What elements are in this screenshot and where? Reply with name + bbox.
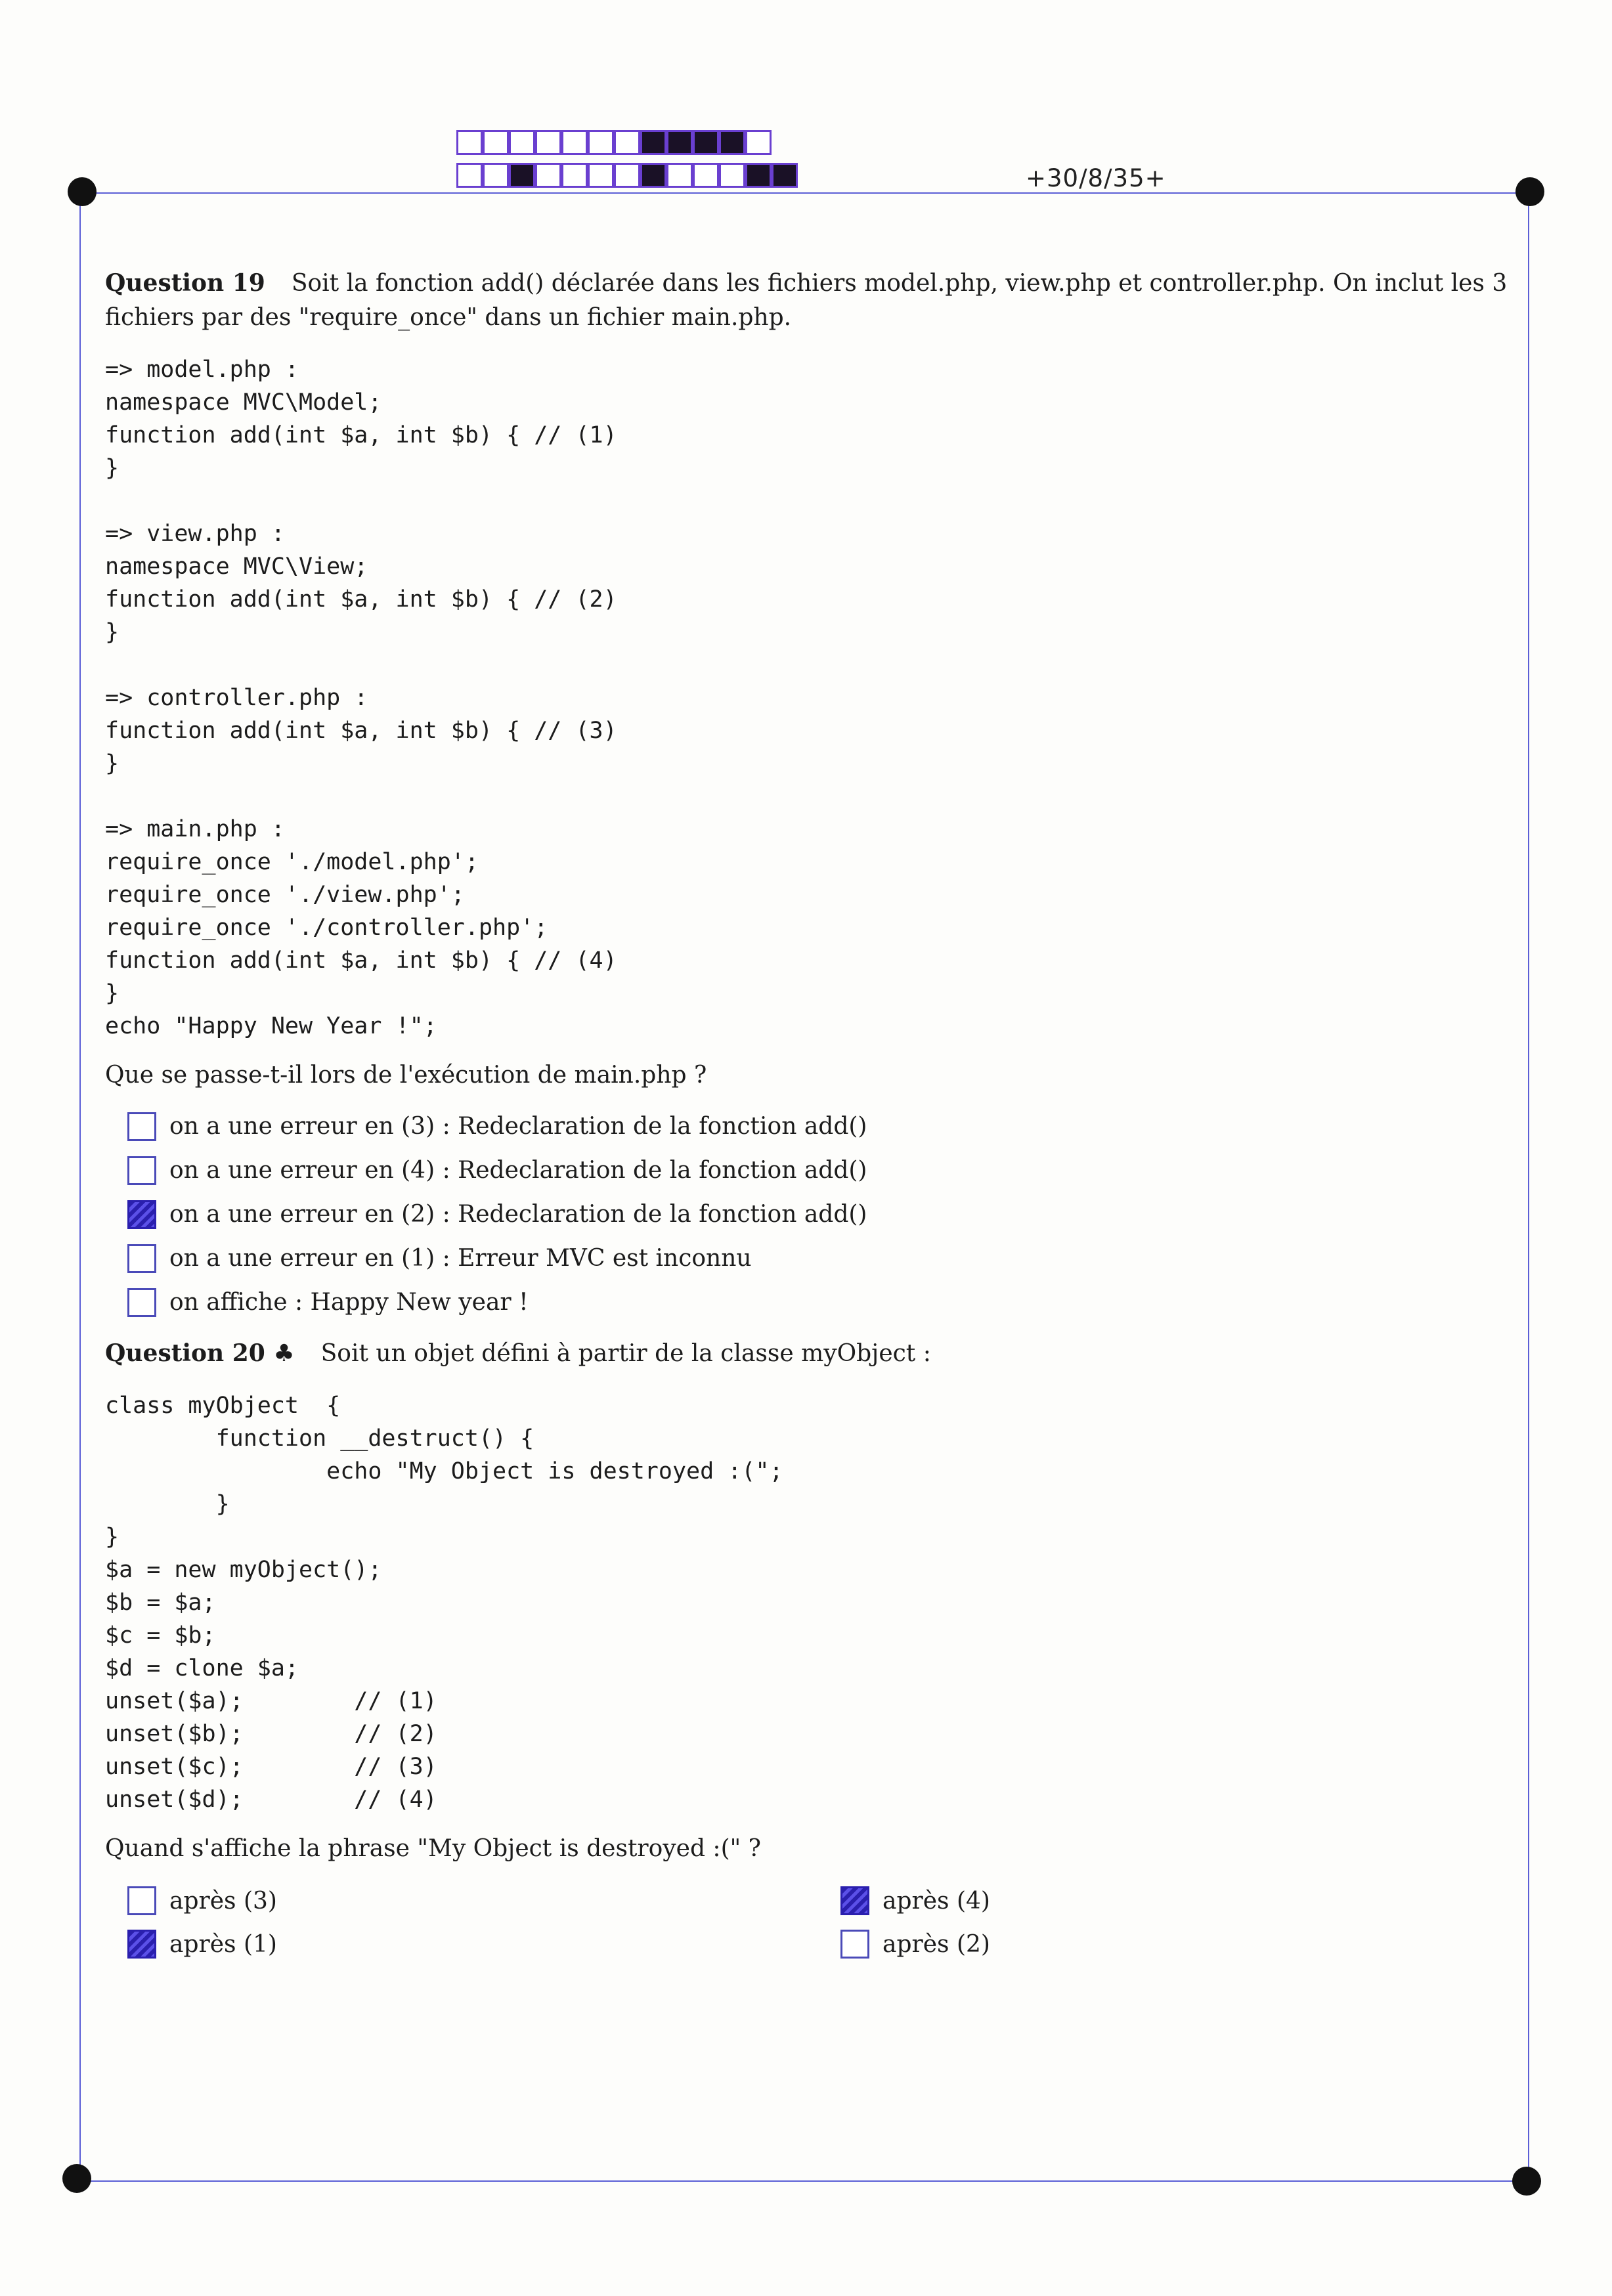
answer-option[interactable] [840,1879,1497,1922]
code-cell [456,163,483,188]
code-cell [483,163,509,188]
code-cell [588,163,614,188]
answer-label: après (2) [882,1930,990,1958]
checkbox[interactable] [127,1200,156,1229]
question-20-label: Question 20 ♣ [105,1339,295,1367]
question-20-code: class myObject { function __destruct() { echo "My Object is destroyed :("; } } $a = new myObject(); $b = $a; $c = $b; $d = clone $a; unset($a); // (1) unset($b); // (2) unset($c); // (3) unset($d); // (4) [105,1393,783,1813]
corner-marker-bottom-left [62,2164,91,2193]
question-19-prompt: Que se passe-t-il lors de l'exécution de main.php ? [105,1062,707,1089]
answer-option[interactable] [127,1192,1510,1236]
code-cell [719,130,745,155]
question-19-statement [105,266,1510,335]
question-20-answers [105,1879,1510,1966]
code-cell [614,130,640,155]
question-20 [105,1336,1510,1966]
code-cell [745,130,772,155]
code-cell [640,130,666,155]
checkbox[interactable] [127,1886,156,1915]
binary-code-row-1 [456,130,772,155]
binary-code-row-2 [456,163,798,188]
code-cell [535,163,561,188]
answer-label: après (3) [169,1887,277,1915]
code-cell [693,130,719,155]
question-19-code: => model.php : namespace MVC\Model; function add(int $a, int $b) { // (1) } => view.php : namespace MVC\View; function add(int $a, int $b) { // (2) } => controller.php : function add(int $a, int $b) { // (3) } => main.php : require_once './model.php'; require_once './view.php'; require_once './controller.php'; function add(int $a, int $b) { // (4) } echo "Happy New Year !"; [105,357,617,1039]
answer-option[interactable] [127,1879,840,1922]
checkbox[interactable] [127,1244,156,1273]
corner-marker-top-right [1515,177,1544,206]
answer-label: on affiche : Happy New year ! [169,1289,529,1316]
answer-option[interactable] [127,1236,1510,1280]
answer-label: après (4) [882,1887,990,1915]
code-cell [456,130,483,155]
answer-label: après (1) [169,1930,277,1958]
question-19-answers [105,1104,1510,1324]
code-cell [666,163,693,188]
code-cell [614,163,640,188]
answer-option[interactable] [840,1922,1497,1966]
code-cell [561,130,588,155]
code-cell [588,130,614,155]
corner-marker-bottom-right [1512,2167,1541,2196]
answer-label: on a une erreur en (3) : Redeclaration de la fonction add() [169,1113,867,1140]
code-cell [719,163,745,188]
answer-option[interactable] [127,1280,1510,1324]
answer-label: on a une erreur en (4) : Redeclaration de la fonction add() [169,1157,867,1184]
checkbox[interactable] [840,1886,869,1915]
question-20-prompt: Quand s'affiche la phrase "My Object is destroyed :(" ? [105,1835,761,1862]
question-19-text: Soit la fonction add() déclarée dans les fichiers model.php, view.php et controller.php. On inclut les 3 fichiers par des "require_once" dans un fichier main.php. [105,270,1508,331]
code-cell [509,163,535,188]
checkbox[interactable] [127,1156,156,1185]
code-cell [509,130,535,155]
answer-option[interactable] [127,1148,1510,1192]
answer-option[interactable] [127,1104,1510,1148]
code-cell [561,163,588,188]
checkbox[interactable] [127,1288,156,1317]
checkbox[interactable] [127,1112,156,1141]
checkbox[interactable] [840,1930,869,1959]
exam-content [105,266,1510,1966]
code-cell [483,130,509,155]
code-cell [693,163,719,188]
code-cell [745,163,772,188]
page-id: +30/8/35+ [1026,164,1166,192]
question-19 [105,266,1510,1324]
code-cell [535,130,561,155]
question-20-text: Soit un objet défini à partir de la classe myObject : [320,1340,931,1367]
question-20-statement [105,1336,1510,1371]
code-cell [772,163,798,188]
question-19-label: Question 19 [105,269,265,297]
checkbox[interactable] [127,1930,156,1959]
code-cell [640,163,666,188]
corner-marker-top-left [68,177,97,206]
answer-label: on a une erreur en (1) : Erreur MVC est inconnu [169,1245,752,1272]
answer-option[interactable] [127,1922,840,1966]
code-cell [666,130,693,155]
answer-label: on a une erreur en (2) : Redeclaration de la fonction add() [169,1201,867,1228]
